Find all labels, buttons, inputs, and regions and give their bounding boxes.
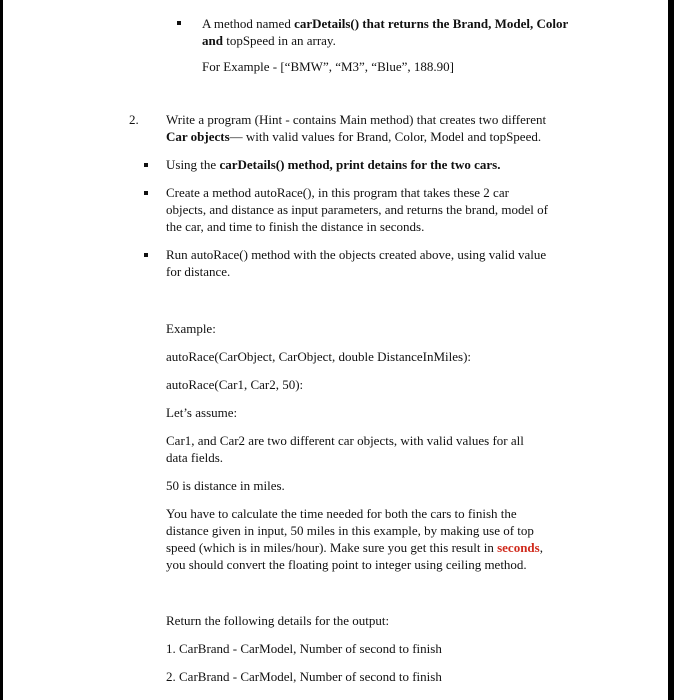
bullet-print-details: Using the carDetails() method, print detains for the two cars. bbox=[166, 157, 501, 172]
document-page bbox=[3, 0, 668, 700]
cardetails-example: For Example - [“BMW”, “M3”, “Blue”, 188.90] bbox=[202, 59, 454, 74]
output-line-2: 2. CarBrand - CarModel, Number of second to finish bbox=[166, 669, 442, 684]
example-call: autoRace(Car1, Car2, 50): bbox=[166, 377, 304, 392]
output-line-1: 1. CarBrand - CarModel, Number of second to finish bbox=[166, 641, 442, 656]
bullet-marker bbox=[144, 191, 148, 195]
example-calculation: You have to calculate the time needed for both the cars to finish the distance given in input, 50 miles in this example, by making use of top speed (which is in miles/hour). Make sure you get this result in seconds, you should convert the floating point to integer using ceiling method. bbox=[166, 506, 543, 572]
bullet-marker bbox=[144, 253, 148, 257]
example-distance: 50 is distance in miles. bbox=[166, 478, 285, 493]
example-signature: autoRace(CarObject, CarObject, double DistanceInMiles): bbox=[166, 349, 472, 364]
example-assume: Let’s assume: bbox=[166, 405, 238, 420]
bullet-marker bbox=[144, 163, 148, 167]
bullet-marker bbox=[177, 21, 181, 25]
item2-text: Write a program (Hint - contains Main method) that creates two different Car objects— with valid values for Brand, Color, Model and topSpeed. bbox=[166, 112, 547, 144]
list-number: 2. bbox=[129, 112, 139, 127]
output-heading: Return the following details for the output: bbox=[166, 613, 390, 628]
bullet-run-autorace: Run autoRace() method with the objects created above, using valid value for distance. bbox=[166, 247, 547, 279]
example-cars: Car1, and Car2 are two different car objects, with valid values for all data fields. bbox=[166, 433, 524, 465]
example-heading: Example: bbox=[166, 321, 216, 336]
cardetails-description: A method named carDetails() that returns the Brand, Model, Color and topSpeed in an array. bbox=[202, 16, 569, 48]
bullet-autorace-method: Create a method autoRace(), in this program that takes these 2 car objects, and distance as input parameters, and returns the brand, model of the car, and time to finish the distance in seconds. bbox=[166, 185, 548, 234]
